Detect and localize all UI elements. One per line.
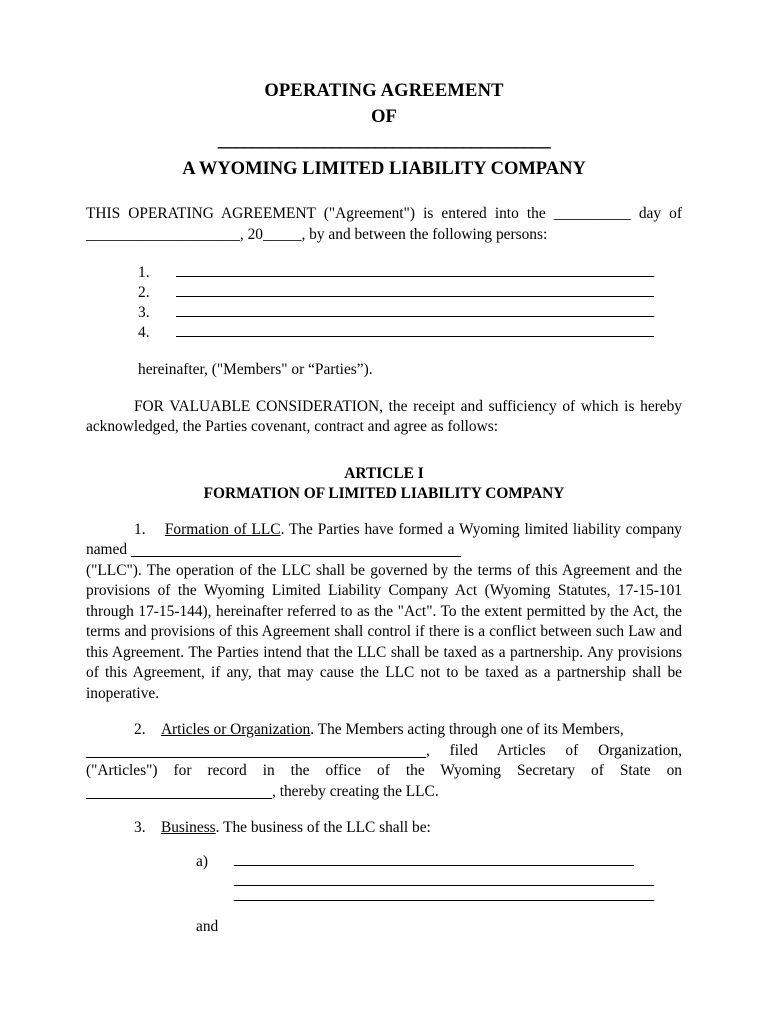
- page-subtitle: A WYOMING LIMITED LIABILITY COMPANY: [182, 159, 586, 179]
- intro-part4: , by and between the following persons:: [301, 225, 548, 243]
- section-1-title: Formation of LLC: [164, 520, 281, 538]
- section-2-text-c: , thereby creating the LLC.: [272, 782, 439, 800]
- section-3-title: Business: [160, 819, 216, 836]
- member-number: 2.: [138, 284, 150, 301]
- list-item: [138, 283, 682, 302]
- filing-member-blank: [86, 757, 426, 758]
- section-3-paragraph: [86, 818, 682, 839]
- section-2-text-b: , filed Articles of Organization, ("Articles") for record in the office of the Wyoming Secretary of State on: [86, 741, 682, 779]
- hereinafter-text: hereinafter, ("Members" or “Parties”).: [138, 361, 373, 378]
- business-item-label: a): [196, 852, 208, 870]
- intro-blank-month: ____________________: [86, 225, 240, 243]
- filing-date-blank: [86, 798, 272, 799]
- section-2-paragraph-cont: [86, 741, 682, 803]
- member-number: 3.: [138, 304, 150, 321]
- section-3-text-a: . The business of the LLC shall be:: [215, 819, 431, 836]
- section-2-paragraph: [86, 720, 682, 741]
- intro-part3: , 20: [239, 225, 263, 243]
- list-item: [196, 851, 682, 871]
- and-connector: and: [196, 917, 219, 935]
- title-of: OF: [371, 107, 397, 127]
- member-name-blank: [176, 263, 654, 277]
- section-2-title: Articles or Organization: [160, 721, 311, 738]
- article-heading-block: [86, 464, 682, 504]
- business-line-2: [234, 871, 654, 886]
- business-description-lines: [196, 851, 682, 901]
- intro-part2: day of: [638, 205, 682, 222]
- intro-part1: THIS OPERATING AGREEMENT ("Agreement") is entered into the: [86, 205, 546, 222]
- intro-blank-year: _____: [263, 225, 302, 243]
- intro-blank-day: __________: [553, 205, 631, 222]
- member-number: 4.: [138, 324, 150, 341]
- consideration-paragraph: FOR VALUABLE CONSIDERATION, the receipt and sufficiency of which is hereby acknowledged, the Parties covenant, contract and agree as follows:: [86, 397, 682, 435]
- list-item: [138, 303, 682, 322]
- company-name-blank: ______________________________________: [217, 131, 551, 151]
- member-name-blank: [176, 303, 654, 317]
- list-item: [138, 323, 682, 342]
- section-1-text-a: . The Parties have formed a Wyoming limited liability company named: [86, 520, 683, 558]
- document-title-block: [86, 78, 682, 184]
- section-1-paragraph: [86, 520, 682, 561]
- page-title: OPERATING AGREEMENT: [264, 81, 504, 101]
- business-line-1: [234, 851, 634, 866]
- business-line-3: [234, 886, 654, 901]
- section-1-paragraph-cont: ("LLC"). The operation of the LLC shall be governed by the terms of this Agreement and the provisions of the Wyoming Limited Liability Company Act (Wyoming Statutes, 17-15-101 through 17-15-144), hereinafter referred to as the "Act". To the extent permitted by the Act, the terms and provisions of this Agreement shall control if there is a conflict between such Law and this Agreement. The Parties intend that the LLC shall be taxed as a partnership. Any provisions of this Agreement, if any, that may cause the LLC not to be taxed as a partnership shall be inoperative.: [86, 561, 682, 702]
- member-number: 1.: [138, 264, 150, 281]
- section-1-number: 1.: [134, 520, 146, 538]
- member-name-blank: [176, 323, 654, 337]
- member-name-blank: [176, 283, 654, 297]
- list-item: [196, 886, 682, 901]
- llc-name-blank: [131, 556, 461, 557]
- article-number: ARTICLE I: [344, 464, 424, 482]
- section-2-number: 2.: [134, 721, 146, 738]
- section-3-number: 3.: [134, 819, 146, 836]
- section-2-text-a: . The Members acting through one of its Members,: [310, 721, 624, 738]
- list-item: [196, 871, 682, 886]
- article-title: FORMATION OF LIMITED LIABILITY COMPANY: [203, 484, 565, 502]
- intro-paragraph: [86, 204, 682, 245]
- members-list: [138, 263, 682, 342]
- list-item: [138, 263, 682, 282]
